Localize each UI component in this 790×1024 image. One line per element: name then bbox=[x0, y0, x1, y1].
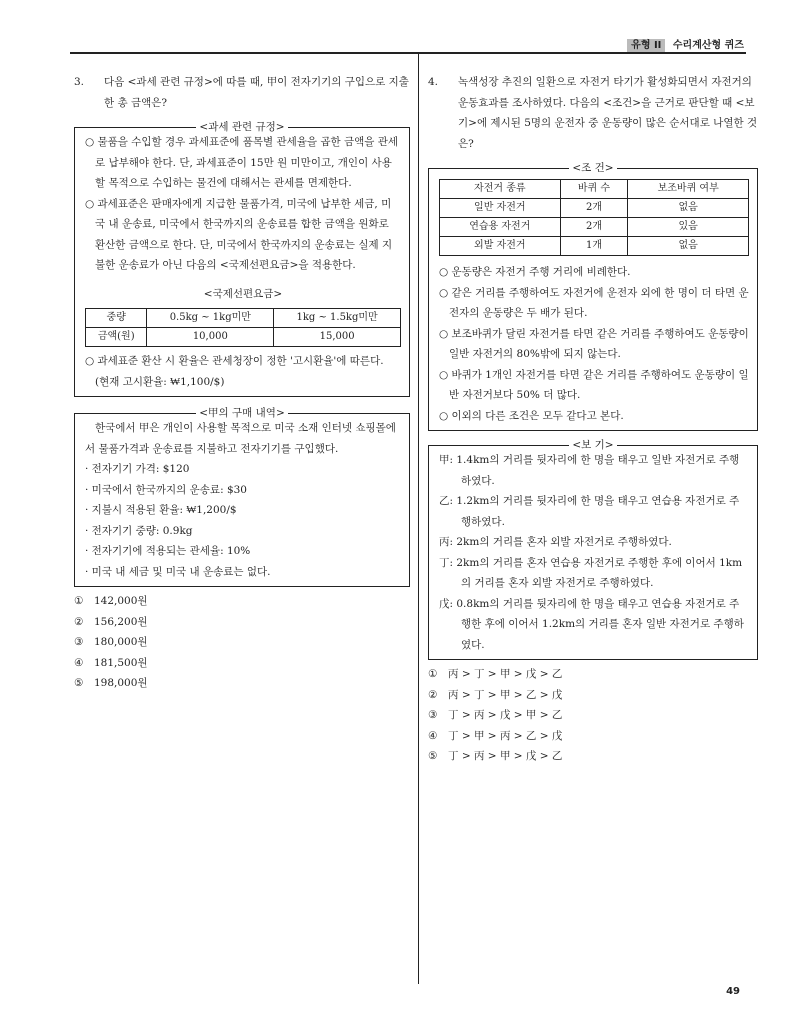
view-item: 戊: 0.8km의 거리를 뒷자리에 한 명을 태우고 연습용 자전거로 주행한 후에 이어서 1.2km의 거리를 혼자 일반 자전거로 주행하였다. bbox=[439, 597, 744, 651]
page-header bbox=[0, 0, 790, 58]
table-cell: 연습용 자전거 bbox=[440, 218, 561, 237]
table-row bbox=[86, 328, 401, 347]
option-text: 156,200원 bbox=[94, 615, 148, 628]
table-title: <국제선편요금> bbox=[203, 287, 283, 300]
view-item: 丙: 2km의 거리를 혼자 외발 자전거로 주행하였다. bbox=[439, 536, 672, 548]
rule-paragraph: ○ 과세표준 환산 시 환율은 관세청장이 정한 '고시환율'에 따른다. (현재 고시환율: ₩1,100/$) bbox=[85, 355, 384, 388]
option-number: ① bbox=[74, 595, 84, 607]
answer-options bbox=[428, 664, 758, 767]
condition-paragraph: ○ 보조바퀴가 달린 자전거를 타면 같은 거리를 주행하여도 운동량이 일반 자전거의 80%밖에 되지 않는다. bbox=[439, 327, 749, 360]
answer-option[interactable] bbox=[74, 612, 410, 633]
answer-option[interactable] bbox=[74, 591, 410, 612]
section-title: 수리계산형 퀴즈 bbox=[672, 40, 744, 51]
bicycle-table bbox=[439, 179, 749, 256]
table-row bbox=[440, 218, 749, 237]
table-cell: 1kg ~ 1.5kg미만 bbox=[274, 309, 401, 328]
answer-option[interactable] bbox=[428, 726, 758, 747]
answer-option[interactable] bbox=[74, 673, 410, 694]
table-row bbox=[440, 199, 749, 218]
box-title: <과세 관련 규정> bbox=[75, 117, 409, 138]
purchase-intro: 한국에서 甲은 개인이 사용할 목적으로 미국 소재 인터넷 쇼핑몰에서 물품가격과 운송료를 지불하고 전자기기를 구입했다. bbox=[85, 422, 396, 455]
rule-paragraph: ○ 물품을 수입할 경우 과세표준에 품목별 관세율을 곱한 금액을 관세로 납부해야 한다. 단, 과세표준이 15만 원 미만이고, 개인이 사용할 목적으로 수입하는 물건에 대해서는 관세를 면제한다. bbox=[85, 136, 399, 189]
view-box bbox=[428, 439, 758, 660]
view-item: 丁: 2km의 거리를 혼자 연습용 자전거로 주행한 후에 이어서 1km의 거리를 혼자 외발 자전거로 주행하였다. bbox=[439, 556, 743, 589]
option-number: ⑤ bbox=[74, 677, 84, 689]
option-text: 142,000원 bbox=[94, 595, 148, 607]
option-number: ③ bbox=[74, 636, 84, 648]
option-number: ④ bbox=[74, 656, 84, 669]
table-row bbox=[86, 309, 401, 328]
option-text: 180,000원 bbox=[94, 636, 148, 648]
purchase-box bbox=[74, 407, 410, 587]
question-text: 녹색성장 추진의 일환으로 자전거 타기가 활성화되면서 자전거의 운동효과를 조사하였다. 다음의 <조건>을 근거로 판단할 때 <보기>에 제시된 5명의 운전자 중 운동량이 많은 순서대로 나열한 것은? bbox=[458, 76, 758, 150]
purchase-item: · 전자기기 중량: 0.9kg bbox=[85, 524, 193, 537]
table-cell: 외발 자전거 bbox=[440, 237, 561, 256]
box-title: <보 기> bbox=[429, 435, 757, 456]
table-cell: 2개 bbox=[560, 199, 628, 218]
answer-option[interactable] bbox=[428, 664, 758, 685]
purchase-item: · 미국 내 세금 및 미국 내 운송료는 없다. bbox=[85, 565, 271, 578]
question-4-stem bbox=[428, 72, 758, 154]
table-cell: 15,000 bbox=[274, 328, 401, 347]
table-cell: 바퀴 수 bbox=[560, 180, 628, 199]
section-type-label: 유형 II bbox=[627, 39, 665, 52]
table-cell: 금액(원) bbox=[86, 328, 147, 347]
option-text: 181,500원 bbox=[94, 656, 148, 669]
question-3 bbox=[74, 72, 410, 694]
option-number: ① bbox=[428, 668, 438, 680]
table-cell: 10,000 bbox=[147, 328, 274, 347]
answer-option[interactable] bbox=[74, 632, 410, 653]
answer-options bbox=[74, 591, 410, 694]
tax-rules-box bbox=[74, 121, 410, 397]
option-number: ② bbox=[428, 688, 438, 701]
column-divider bbox=[418, 54, 419, 984]
question-number: 3. bbox=[74, 76, 85, 88]
conditions-box bbox=[428, 162, 758, 431]
view-item: 乙: 1.2km의 거리를 뒷자리에 한 명을 태우고 연습용 자전거로 주행하였다. bbox=[439, 495, 740, 528]
answer-option[interactable] bbox=[428, 746, 758, 767]
question-4 bbox=[428, 72, 758, 767]
condition-paragraph: ○ 운동량은 자전거 주행 거리에 비례한다. bbox=[439, 266, 631, 278]
option-number: ⑤ bbox=[428, 750, 438, 762]
table-cell: 없음 bbox=[628, 237, 749, 256]
option-number: ④ bbox=[428, 729, 438, 742]
purchase-item: · 전자기기에 적용되는 관세율: 10% bbox=[85, 545, 251, 557]
option-text: 198,000원 bbox=[94, 677, 148, 689]
table-cell: 중량 bbox=[86, 309, 147, 328]
table-cell: 1개 bbox=[560, 237, 628, 256]
header-rule bbox=[70, 52, 746, 54]
condition-paragraph: ○ 이외의 다른 조건은 모두 같다고 본다. bbox=[439, 409, 624, 422]
purchase-item: · 미국에서 한국까지의 운송료: $30 bbox=[85, 483, 247, 496]
view-item: 甲: 1.4km의 거리를 뒷자리에 한 명을 태우고 일반 자전거로 주행하였다. bbox=[439, 454, 740, 487]
table-cell: 없음 bbox=[628, 199, 749, 218]
option-text: 丁 > 丙 > 戊 > 甲 > 乙 bbox=[448, 709, 563, 721]
answer-option[interactable] bbox=[428, 705, 758, 726]
option-number: ③ bbox=[428, 709, 438, 721]
question-text: 다음 <과세 관련 규정>에 따를 때, 甲이 전자기기의 구입으로 지출한 총 금액은? bbox=[104, 76, 409, 109]
answer-option[interactable] bbox=[74, 653, 410, 674]
option-text: 丁 > 甲 > 丙 > 乙 > 戊 bbox=[448, 729, 563, 742]
box-title: <甲의 구매 내역> bbox=[75, 403, 409, 424]
postage-table bbox=[85, 308, 401, 347]
table-row bbox=[440, 180, 749, 199]
table-row bbox=[440, 237, 749, 256]
page-number: 49 bbox=[726, 986, 740, 997]
condition-paragraph: ○ 바퀴가 1개인 자전거를 타면 같은 거리를 주행하여도 운동량이 일반 자전거보다 50% 더 많다. bbox=[439, 368, 749, 401]
question-3-stem bbox=[74, 72, 410, 113]
rule-paragraph: ○ 과세표준은 판매자에게 지급한 물품가격, 미국에 납부한 세금, 미국 내 운송료, 미국에서 한국까지의 운송료를 합한 금액을 원화로 환산한 금액으로 한다. 단, 미국에서 한국까지의 운송료는 실제 지불한 운송료가 아닌 다음의 <국제선편요금>을 적용한다. bbox=[85, 197, 393, 271]
option-text: 丙 > 丁 > 甲 > 戊 > 乙 bbox=[448, 668, 563, 680]
table-cell: 자전거 종류 bbox=[440, 180, 561, 199]
option-number: ② bbox=[74, 615, 84, 628]
purchase-item: · 지불시 적용된 환율: ₩1,200/$ bbox=[85, 504, 237, 516]
table-cell: 있음 bbox=[628, 218, 749, 237]
table-cell: 0.5kg ~ 1kg미만 bbox=[147, 309, 274, 328]
purchase-item: · 전자기기 가격: $120 bbox=[85, 463, 190, 475]
answer-option[interactable] bbox=[428, 685, 758, 706]
box-title: <조 건> bbox=[429, 158, 757, 179]
option-text: 丁 > 丙 > 甲 > 戊 > 乙 bbox=[448, 750, 563, 762]
section-tag bbox=[627, 36, 744, 51]
condition-paragraph: ○ 같은 거리를 주행하여도 자전거에 운전자 외에 한 명이 더 타면 운전자의 운동량은 두 배가 된다. bbox=[439, 286, 749, 319]
question-number: 4. bbox=[428, 76, 439, 88]
table-cell: 2개 bbox=[560, 218, 628, 237]
table-cell: 보조바퀴 여부 bbox=[628, 180, 749, 199]
table-cell: 일반 자전거 bbox=[440, 199, 561, 218]
option-text: 丙 > 丁 > 甲 > 乙 > 戊 bbox=[448, 688, 563, 701]
